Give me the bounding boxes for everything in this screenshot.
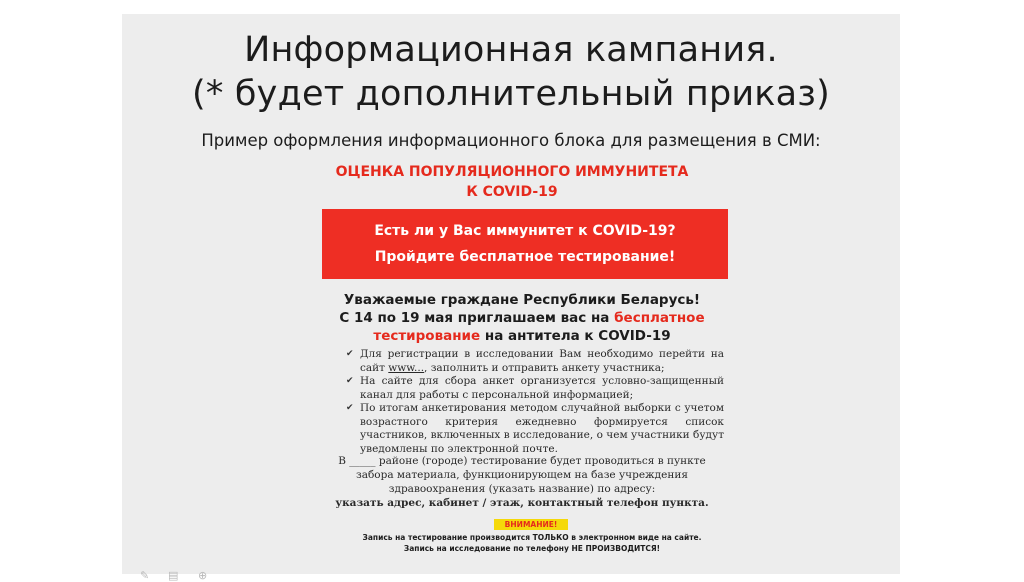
slide-title-line-1: Информационная кампания. [244, 30, 778, 70]
slide-subtitle: Пример оформления информационного блока для размещения в СМИ: [201, 131, 821, 150]
website-link[interactable]: www... [388, 361, 425, 374]
bullet-3-text: По итогам анкетирования методом случайной выборки с учетом возрастного критерия ежедневно формируется список участников, включенных в исследование, о чем участники будут уведомлены по электронной почте. [360, 402, 724, 455]
note-line-1: Запись на тестирование производится ТОЛЬКО в электронном виде на сайте. [362, 533, 702, 542]
pen-icon[interactable]: ✎ [140, 569, 150, 582]
greeting-line-2-text: С 14 по 19 мая приглашаем вас на [339, 310, 615, 326]
bullet-1-text-a: Для регистрации в исследовании Вам необходимо перейти на сайт [360, 348, 724, 374]
greeting-line-3-text: на антитела к COVID-19 [480, 328, 671, 344]
bullet-1-text-b: , заполнить и отправить анкету участника; [424, 361, 665, 374]
checkmark-icon: ✔ [346, 403, 354, 413]
note-line-2: Запись на исследование по телефону НЕ ПРОИЗВОДИТСЯ! [403, 544, 661, 553]
greeting-line-2 [302, 309, 742, 328]
banner-line-1: Есть ли у Вас иммунитет к COVID-19? [374, 223, 676, 239]
address-line-4: указать адрес, кабинет / этаж, контактный телефон пункта. [335, 497, 709, 509]
address-line-3: здравоохранения (указать название) по адресу: [388, 483, 656, 495]
banner-line-2: Пройдите бесплатное тестирование! [374, 249, 676, 265]
list-item [348, 402, 724, 456]
address-line-2: забора материала, функционирующем на базе учреждения [355, 469, 688, 481]
greeting-line-1: Уважаемые граждане Республики Беларусь! [343, 292, 701, 308]
greeting-free-highlight: бесплатное [614, 310, 705, 326]
list-item [348, 375, 724, 402]
attention-badge: ВНИМАНИЕ! [494, 519, 568, 530]
checkmark-icon: ✔ [346, 376, 354, 386]
menu-icon[interactable]: ▤ [168, 569, 179, 582]
checkmark-icon: ✔ [346, 349, 354, 359]
slide [122, 14, 900, 582]
slide-title-line-2: (* будет дополнительный приказ) [192, 74, 830, 114]
zoom-icon[interactable]: ⊕ [198, 569, 208, 582]
greeting-testing-highlight: тестирование [373, 328, 481, 344]
document-heading-line-1: ОЦЕНКА ПОПУЛЯЦИОННОГО ИММУНИТЕТА [335, 164, 689, 180]
bullet-2-text: На сайте для сбора анкет организуется условно-защищенный канал для работы с персональной информацией; [360, 375, 724, 401]
address-line-1: В _____ районе (городе) тестирование будет проводиться в пункте [338, 455, 706, 467]
list-item [348, 348, 724, 375]
greeting-line-3 [302, 327, 742, 346]
instructions-list [348, 348, 724, 456]
document-heading-line-2: К COVID-19 [466, 184, 558, 200]
red-banner [322, 209, 728, 279]
